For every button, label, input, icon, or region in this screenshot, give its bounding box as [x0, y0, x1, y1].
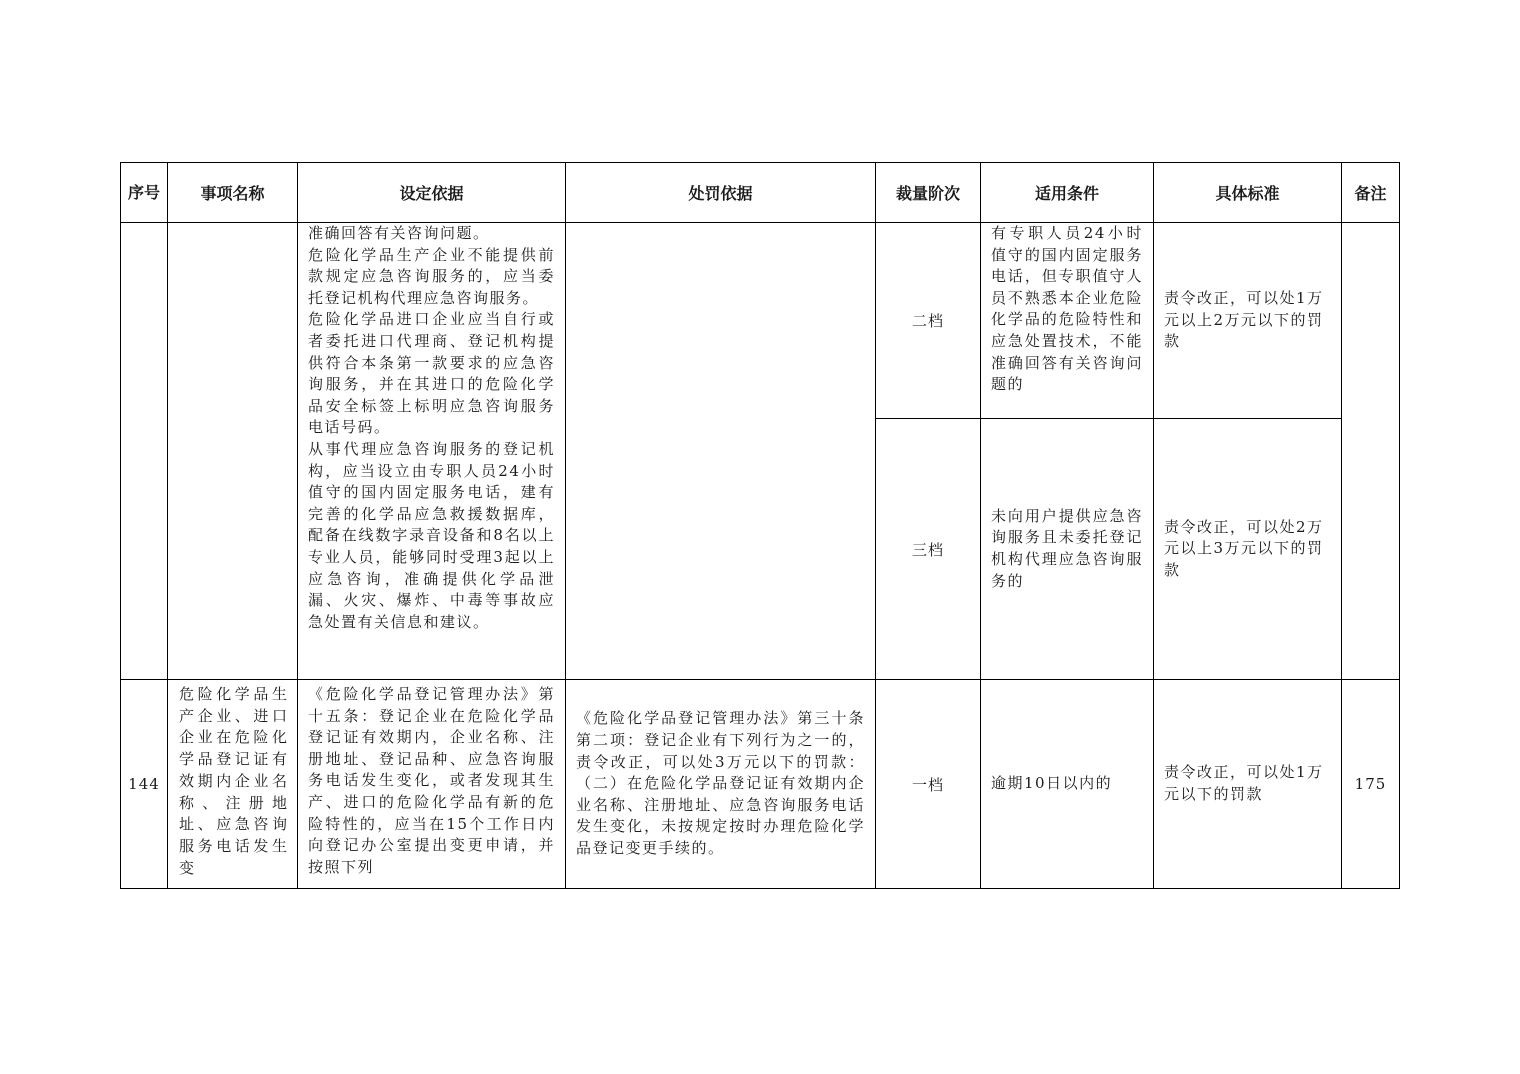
row-condition-text: 逾期10日以内的 [991, 774, 1113, 793]
header-level: 裁量阶次 [876, 163, 981, 223]
row-condition-cell [981, 680, 1154, 889]
row-seq: 144 [121, 680, 168, 889]
regulation-table [120, 162, 1400, 889]
continued-note-cell [1342, 223, 1400, 680]
tier-level-cell: 二档 [876, 223, 981, 419]
tier-standard-text: 责令改正，可以处2万元以上3万元以下的罚款 [1164, 517, 1324, 579]
continued-basis-set-cell [298, 223, 566, 680]
header-note: 备注 [1342, 163, 1400, 223]
row-basis-penalty-text: 《危险化学品登记管理办法》第三十条第二项：登记企业有下列行为之一的，责令改正，可以处3万元以下的罚款：（二）在危险化学品登记证有效期内企业名称、注册地址、应急咨询服务电话发生变化，未按规定按时办理危险化学品登记变更手续的。 [576, 709, 865, 857]
header-condition: 适用条件 [981, 163, 1154, 223]
row-name-text: 危险化学品生产企业、进口企业在危险化学品登记证有效期内企业名称、注册地址、应急咨询服务电话发生变 [179, 685, 288, 877]
row-basis-penalty-cell [566, 680, 876, 889]
row-note: 175 [1342, 680, 1400, 889]
table-row [121, 680, 1400, 889]
header-basis-set: 设定依据 [298, 163, 566, 223]
header-basis-penalty: 处罚依据 [566, 163, 876, 223]
row-level: 一档 [876, 680, 981, 889]
continued-seq-cell [121, 223, 168, 680]
tier-condition-cell [981, 419, 1154, 680]
tier-level-cell: 三档 [876, 419, 981, 680]
header-standard: 具体标准 [1154, 163, 1342, 223]
header-name: 事项名称 [168, 163, 298, 223]
tier-condition-text: 有专职人员24小时值守的国内固定服务电话，但专职值守人员不熟悉本企业危险化学品的危险特性和应急处置技术，不能准确回答有关咨询问题的 [991, 224, 1143, 394]
row-basis-set-cell [298, 680, 566, 889]
row-name-cell [168, 680, 298, 889]
tier-standard-text: 责令改正，可以处1万元以上2万元以下的罚款 [1164, 289, 1324, 351]
row-standard-cell [1154, 680, 1342, 889]
tier-standard-cell [1154, 223, 1342, 419]
row-basis-set-text: 《危险化学品登记管理办法》第十五条：登记企业在危险化学品登记证有效期内，企业名称、注册地址、登记品种、应急咨询服务电话发生变化，或者发现其生产、进口的危险化学品有新的危险特性的，应当在15个工作日内向登记办公室提出变更申请，并按照下列 [308, 685, 555, 876]
row-standard-text: 责令改正，可以处1万元以下的罚款 [1164, 763, 1324, 803]
header-row [121, 163, 1400, 223]
continued-basis-set-text: 准确回答有关咨询问题。 危险化学品生产企业不能提供前款规定应急咨询服务的，应当委托登记机构代理应急咨询服务。 危险化学品进口企业应当自行或者委托进口代理商、登记机构提供符合本条第一款要求的应急咨询服务，并在其进口的危险化学品安全标签上标明应急咨询服务电话号码。 从事代理应急咨询服务的登记机构，应当设立由专职人员24小时值守的国内固定服务电话，建有完善的化学品应急救援数据库，配备在线数字录音设备和8名以上专业人员，能够同时受理3起以上应急咨询，准确提供化学品泄漏、火灾、爆炸、中毒等事故应急处置有关信息和建议。 [308, 224, 555, 631]
tier-standard-cell [1154, 419, 1342, 680]
continued-basis-penalty-cell [566, 223, 876, 680]
tier-condition-text: 未向用户提供应急咨询服务且未委托登记机构代理应急咨询服务的 [991, 506, 1143, 590]
tier-condition-cell [981, 223, 1154, 419]
header-seq: 序号 [121, 163, 168, 223]
continued-name-cell [168, 223, 298, 680]
table-row [121, 223, 1400, 419]
